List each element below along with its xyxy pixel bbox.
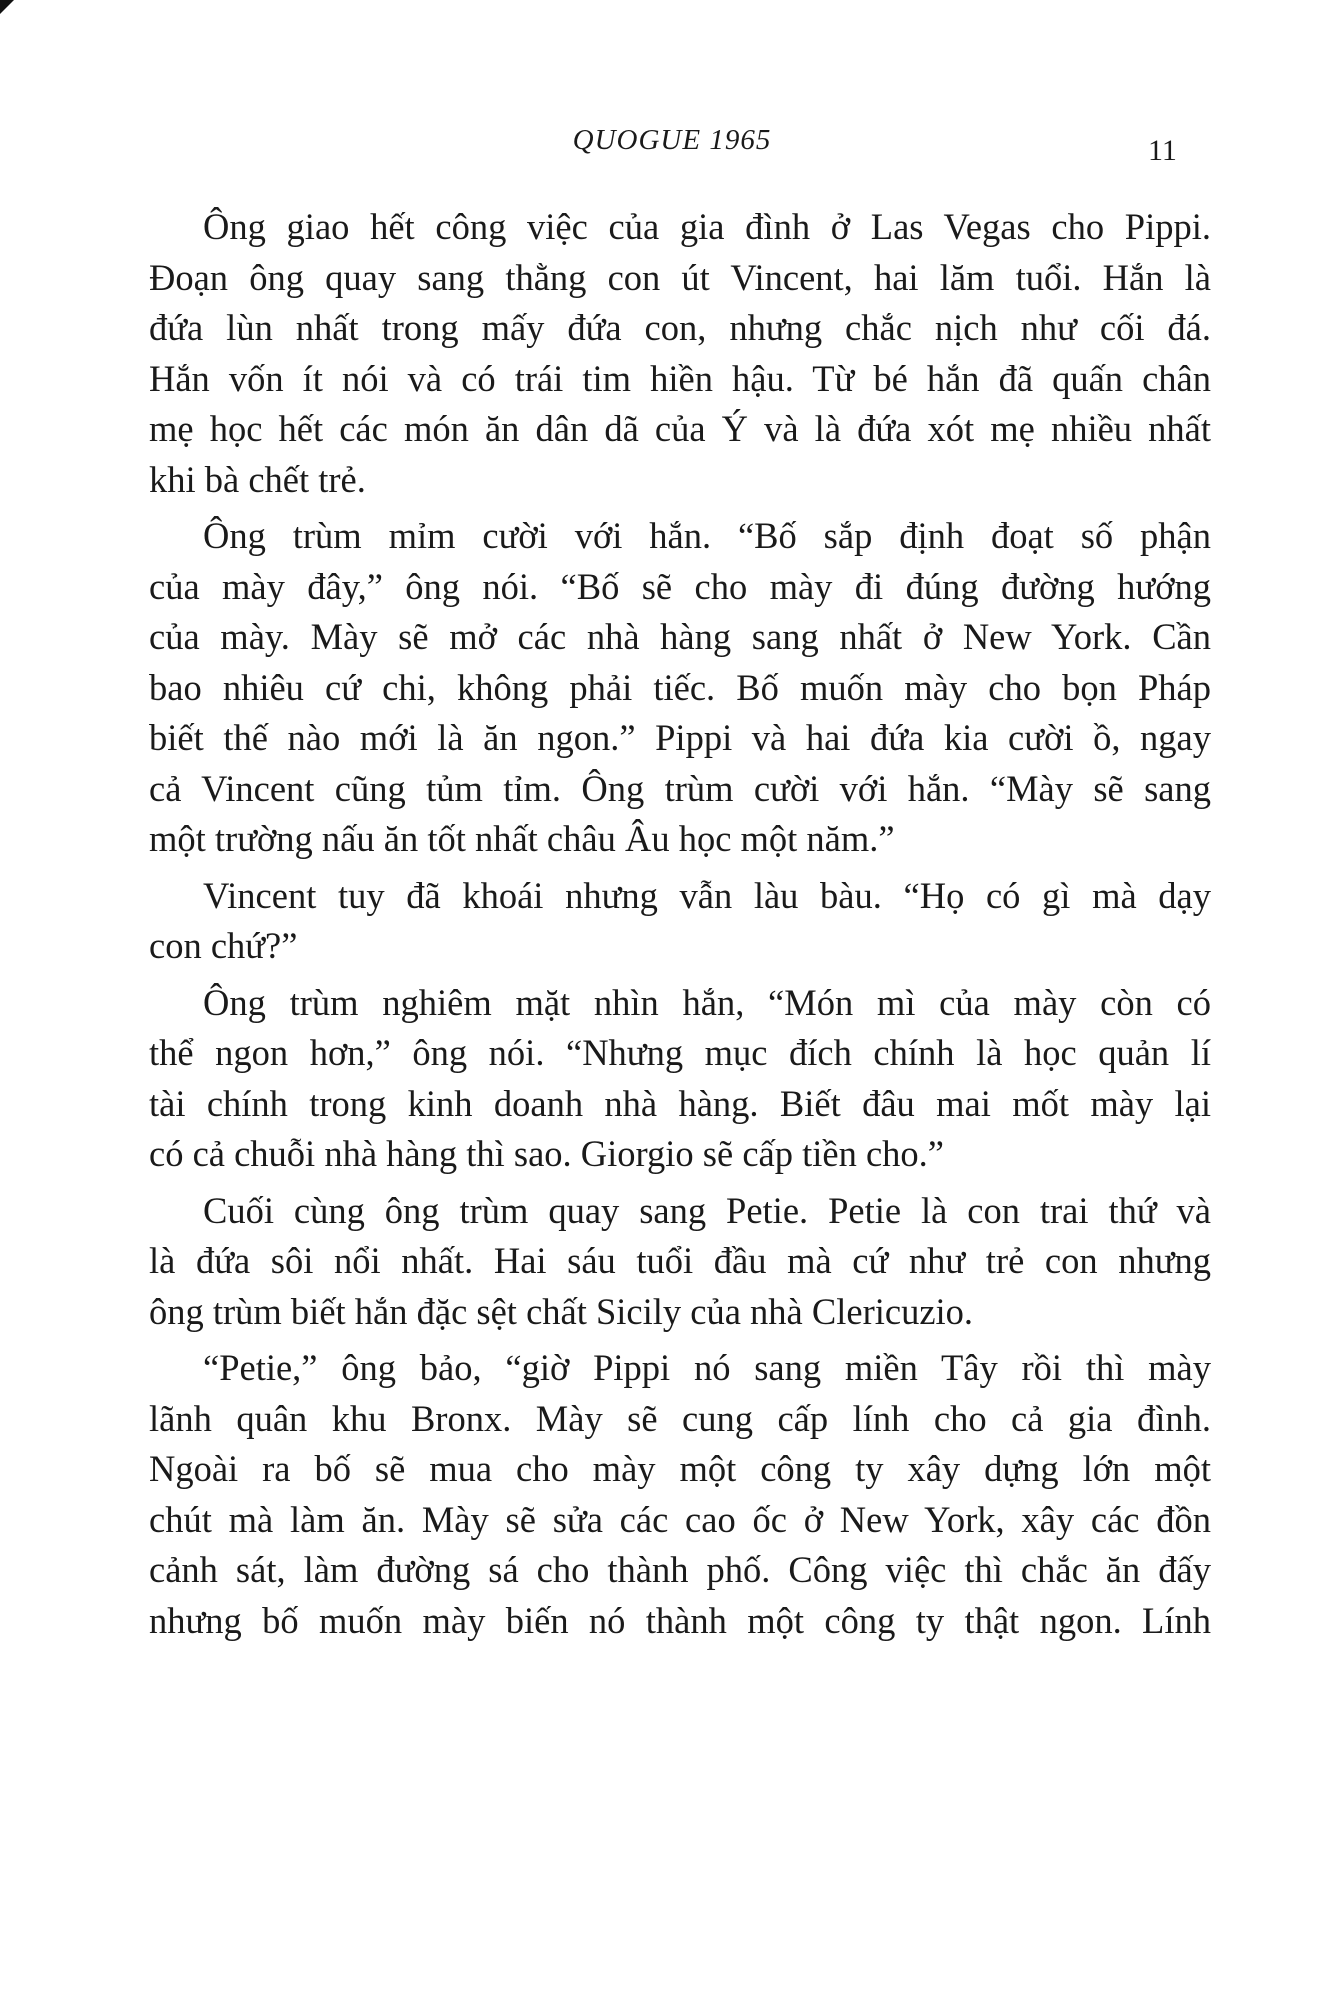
- paragraph: [149, 202, 1211, 505]
- text-line: Hắn vốn ít nói và có trái tim hiền hậu. Từ bé hắn đã quấn chân: [149, 357, 1211, 399]
- text-line: Ông trùm mỉm cười với hắn. “Bố sắp định đoạt số phận: [203, 515, 1211, 556]
- text-line: mẹ học hết các món ăn dân dã của Ý và là đứa xót mẹ nhiều nhất: [149, 408, 1211, 449]
- paragraph: [149, 871, 1211, 972]
- text-line: của mày đây,” ông nói. “Bố sẽ cho mày đi đúng đường hướng: [149, 565, 1211, 607]
- text-line: chút mà làm ăn. Mày sẽ sửa các cao ốc ở New York, xây các đồn: [149, 1498, 1211, 1540]
- text-line: con chứ?”: [149, 925, 298, 966]
- text-line: bao nhiêu cứ chi, không phải tiếc. Bố muốn mày cho bọn Pháp: [149, 666, 1211, 708]
- text-line: một trường nấu ăn tốt nhất châu Âu học một năm.”: [149, 818, 895, 859]
- text-line: biết thế nào mới là ăn ngon.” Pippi và hai đứa kia cười ồ, ngay: [149, 717, 1211, 758]
- text-line: nhưng bố muốn mày biến nó thành một công ty thật ngon. Lính: [149, 1599, 1211, 1641]
- paragraph: [149, 1343, 1211, 1646]
- paragraph: [149, 511, 1211, 865]
- text-line: “Petie,” ông bảo, “giờ Pippi nó sang miền Tây rồi thì mày: [203, 1347, 1211, 1388]
- paragraph: [149, 1186, 1211, 1338]
- text-line: đứa lùn nhất trong mấy đứa con, nhưng chắc nịch như cối đá.: [149, 307, 1211, 348]
- text-line: khi bà chết trẻ.: [149, 458, 366, 500]
- text-line: Ngoài ra bố sẽ mua cho mày một công ty xây dựng lớn một: [149, 1448, 1211, 1489]
- text-line: là đứa sôi nổi nhất. Hai sáu tuổi đầu mà cứ như trẻ con nhưng: [149, 1240, 1211, 1281]
- text-line: Vincent tuy đã khoái nhưng vẫn làu bàu. “Họ có gì mà dạy: [203, 874, 1211, 916]
- page-number: 11: [1148, 134, 1177, 167]
- text-line: cả Vincent cũng tủm tỉm. Ông trùm cười với hắn. “Mày sẽ sang: [149, 767, 1211, 809]
- text-line: thể ngon hơn,” ông nói. “Nhưng mục đích chính là học quản lí: [149, 1032, 1211, 1073]
- paragraph: [149, 978, 1211, 1180]
- text-line: có cả chuỗi nhà hàng thì sao. Giorgio sẽ cấp tiền cho.”: [149, 1133, 944, 1174]
- text-line: ông trùm biết hắn đặc sệt chất Sicily của nhà Clericuzio.: [149, 1290, 974, 1332]
- text-line: Đoạn ông quay sang thằng con út Vincent, hai lăm tuổi. Hắn là: [149, 256, 1211, 298]
- running-title: QUOGUE 1965: [572, 124, 772, 156]
- text-line: Ông giao hết công việc của gia đình ở Las Vegas cho Pippi.: [203, 206, 1211, 247]
- text-line: lãnh quân khu Bronx. Mày sẽ cung cấp lính cho cả gia đình.: [149, 1397, 1211, 1439]
- body-text: [149, 202, 1211, 1652]
- text-line: Cuối cùng ông trùm quay sang Petie. Petie là con trai thứ và: [203, 1189, 1211, 1231]
- text-line: tài chính trong kinh doanh nhà hàng. Biết đâu mai mốt mày lại: [149, 1082, 1211, 1124]
- text-line: Ông trùm nghiêm mặt nhìn hắn, “Món mì của mày còn có: [203, 981, 1211, 1023]
- text-line: của mày. Mày sẽ mở các nhà hàng sang nhất ở New York. Cần: [149, 616, 1211, 657]
- text-line: cảnh sát, làm đường sá cho thành phố. Công việc thì chắc ăn đấy: [149, 1549, 1211, 1590]
